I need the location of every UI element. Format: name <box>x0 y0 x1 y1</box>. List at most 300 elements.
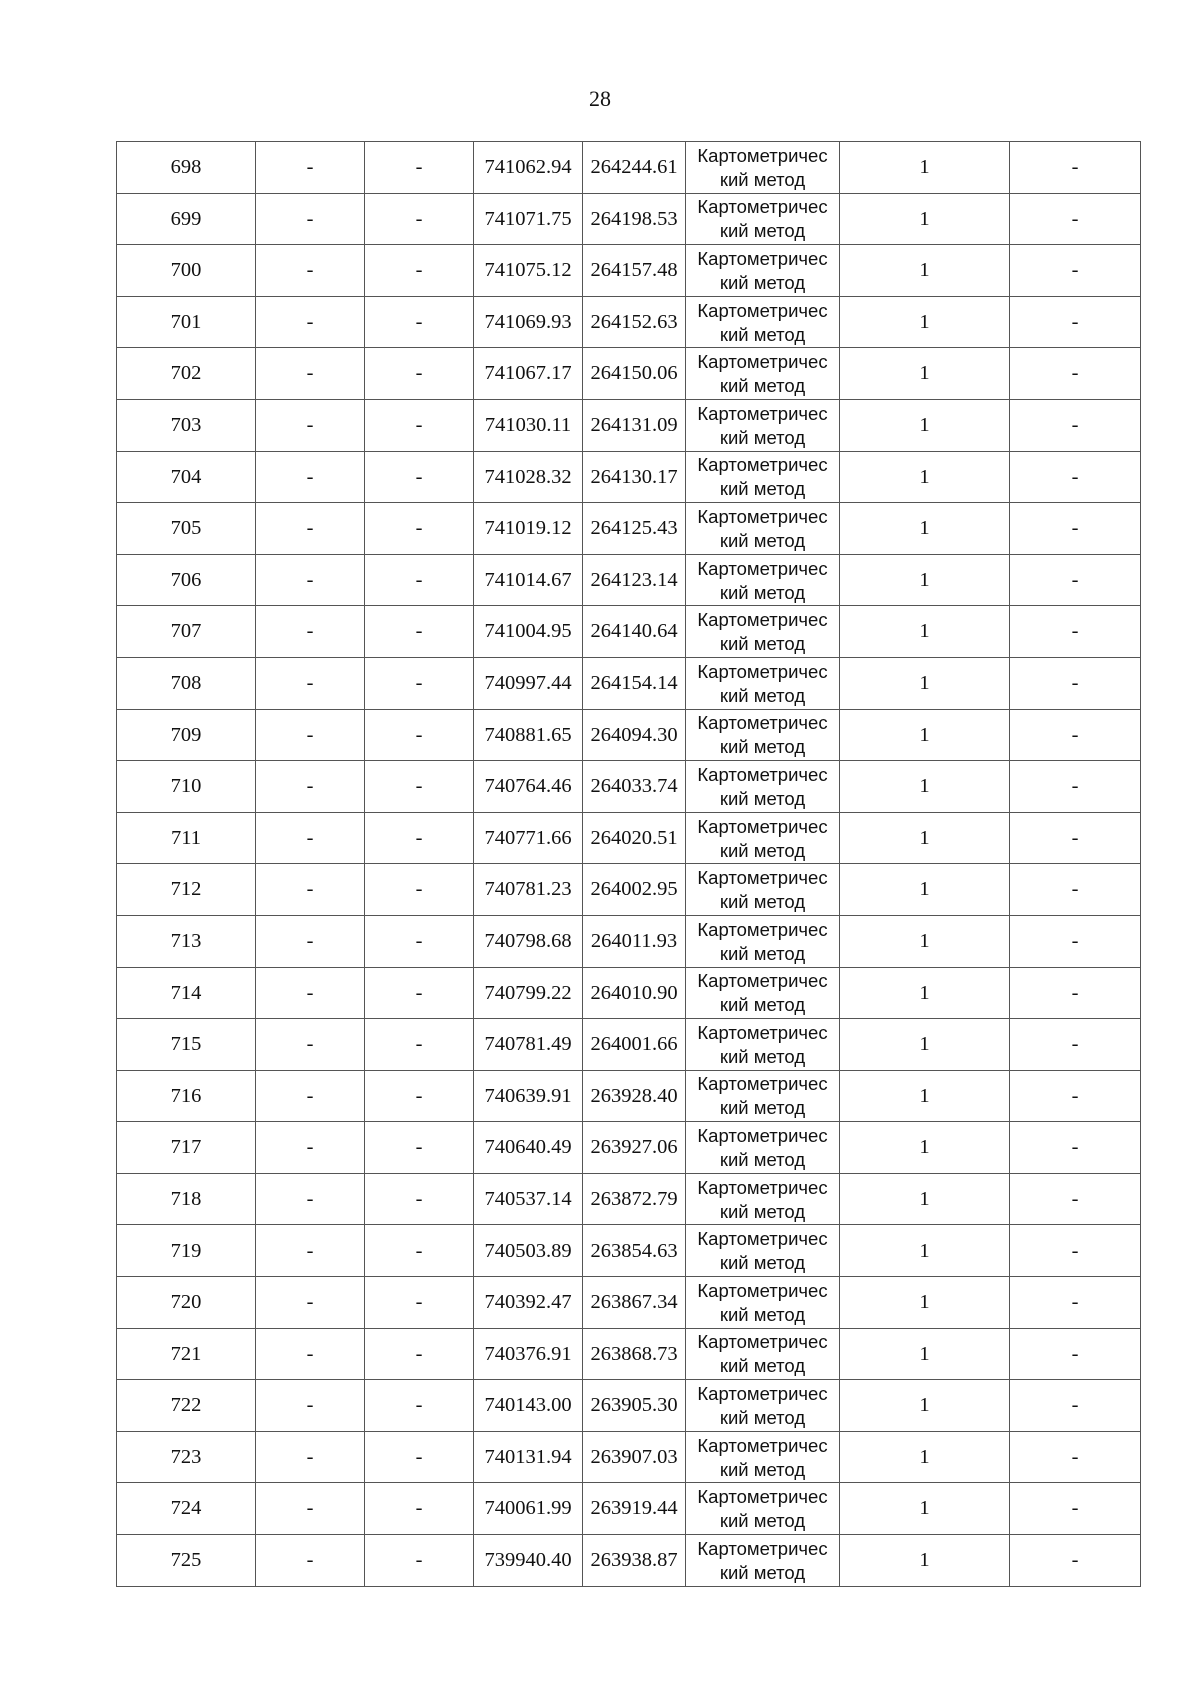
column-3-cell: - <box>365 1535 474 1587</box>
x-coordinate-cell: 740997.44 <box>474 657 583 709</box>
method-text-line-2: кий метод <box>719 375 806 397</box>
x-coordinate-cell: 740131.94 <box>474 1431 583 1483</box>
y-coordinate-cell: 263872.79 <box>583 1173 686 1225</box>
method-text-line-2: кий метод <box>719 787 806 809</box>
y-coordinate-cell: 264123.14 <box>583 554 686 606</box>
accuracy-cell: 1 <box>840 193 1010 245</box>
y-coordinate-cell: 264244.61 <box>583 142 686 194</box>
x-coordinate-cell: 740061.99 <box>474 1483 583 1535</box>
table-row <box>117 606 1141 658</box>
y-coordinate-cell: 263854.63 <box>583 1225 686 1277</box>
accuracy-cell: 1 <box>840 709 1010 761</box>
method-text-line-1: Картометричес <box>697 1021 828 1043</box>
point-number-cell: 725 <box>117 1535 256 1587</box>
table-row <box>117 142 1141 194</box>
method-text-line-2: кий метод <box>719 1045 806 1067</box>
method-text-line-2: кий метод <box>719 736 806 758</box>
method-text-line-2: кий метод <box>719 1303 806 1325</box>
column-8-cell: - <box>1010 1535 1141 1587</box>
method-text-line-2: кий метод <box>719 529 806 551</box>
column-8-cell: - <box>1010 967 1141 1019</box>
method-text-line-2: кий метод <box>719 323 806 345</box>
table-row <box>117 503 1141 555</box>
column-2-cell: - <box>256 709 365 761</box>
point-number-cell: 723 <box>117 1431 256 1483</box>
column-2-cell: - <box>256 245 365 297</box>
column-3-cell: - <box>365 1173 474 1225</box>
point-number-cell: 702 <box>117 348 256 400</box>
accuracy-cell: 1 <box>840 296 1010 348</box>
column-2-cell: - <box>256 1535 365 1587</box>
y-coordinate-cell: 263907.03 <box>583 1431 686 1483</box>
method-text-line-1: Картометричес <box>697 1073 828 1095</box>
method-text-line-1: Картометричес <box>697 918 828 940</box>
method-text-line-1: Картометричес <box>697 1486 828 1508</box>
method-cell <box>686 245 840 297</box>
column-8-cell: - <box>1010 915 1141 967</box>
column-2-cell: - <box>256 451 365 503</box>
method-text-line-2: кий метод <box>719 426 806 448</box>
table-row <box>117 193 1141 245</box>
x-coordinate-cell: 741014.67 <box>474 554 583 606</box>
table-row <box>117 1019 1141 1071</box>
coordinates-table <box>116 141 1141 1587</box>
table-row <box>117 399 1141 451</box>
method-cell <box>686 399 840 451</box>
accuracy-cell: 1 <box>840 657 1010 709</box>
column-8-cell: - <box>1010 245 1141 297</box>
column-8-cell: - <box>1010 348 1141 400</box>
accuracy-cell: 1 <box>840 348 1010 400</box>
accuracy-cell: 1 <box>840 1483 1010 1535</box>
column-2-cell: - <box>256 657 365 709</box>
table-row <box>117 1225 1141 1277</box>
point-number-cell: 707 <box>117 606 256 658</box>
method-cell <box>686 761 840 813</box>
column-3-cell: - <box>365 296 474 348</box>
column-8-cell: - <box>1010 1173 1141 1225</box>
method-cell <box>686 451 840 503</box>
column-8-cell: - <box>1010 451 1141 503</box>
method-text-line-2: кий метод <box>719 1200 806 1222</box>
method-text-line-2: кий метод <box>719 684 806 706</box>
x-coordinate-cell: 740376.91 <box>474 1328 583 1380</box>
accuracy-cell: 1 <box>840 761 1010 813</box>
column-3-cell: - <box>365 967 474 1019</box>
column-3-cell: - <box>365 1277 474 1329</box>
x-coordinate-cell: 741019.12 <box>474 503 583 555</box>
point-number-cell: 714 <box>117 967 256 1019</box>
point-number-cell: 705 <box>117 503 256 555</box>
method-cell <box>686 812 840 864</box>
y-coordinate-cell: 264157.48 <box>583 245 686 297</box>
point-number-cell: 719 <box>117 1225 256 1277</box>
x-coordinate-cell: 741075.12 <box>474 245 583 297</box>
accuracy-cell: 1 <box>840 451 1010 503</box>
column-8-cell: - <box>1010 554 1141 606</box>
column-3-cell: - <box>365 1483 474 1535</box>
column-3-cell: - <box>365 1380 474 1432</box>
method-text-line-2: кий метод <box>719 839 806 861</box>
column-2-cell: - <box>256 348 365 400</box>
method-cell <box>686 1122 840 1174</box>
method-text-line-2: кий метод <box>719 633 806 655</box>
method-text-line-2: кий метод <box>719 891 806 913</box>
column-2-cell: - <box>256 296 365 348</box>
accuracy-cell: 1 <box>840 1380 1010 1432</box>
method-text-line-2: кий метод <box>719 1458 806 1480</box>
column-3-cell: - <box>365 1328 474 1380</box>
accuracy-cell: 1 <box>840 1225 1010 1277</box>
column-8-cell: - <box>1010 1122 1141 1174</box>
column-8-cell: - <box>1010 296 1141 348</box>
method-text-line-2: кий метод <box>719 581 806 603</box>
method-text-line-1: Картометричес <box>697 402 828 424</box>
method-text-line-1: Картометричес <box>697 144 828 166</box>
point-number-cell: 724 <box>117 1483 256 1535</box>
x-coordinate-cell: 741028.32 <box>474 451 583 503</box>
y-coordinate-cell: 264002.95 <box>583 864 686 916</box>
y-coordinate-cell: 263905.30 <box>583 1380 686 1432</box>
point-number-cell: 704 <box>117 451 256 503</box>
column-8-cell: - <box>1010 812 1141 864</box>
column-2-cell: - <box>256 1431 365 1483</box>
x-coordinate-cell: 741004.95 <box>474 606 583 658</box>
column-3-cell: - <box>365 657 474 709</box>
column-2-cell: - <box>256 1019 365 1071</box>
method-text-line-1: Картометричес <box>697 1434 828 1456</box>
point-number-cell: 717 <box>117 1122 256 1174</box>
x-coordinate-cell: 741030.11 <box>474 399 583 451</box>
method-text-line-1: Картометричес <box>697 557 828 579</box>
y-coordinate-cell: 264011.93 <box>583 915 686 967</box>
method-text-line-1: Картометричес <box>697 1279 828 1301</box>
method-cell <box>686 1225 840 1277</box>
x-coordinate-cell: 740143.00 <box>474 1380 583 1432</box>
method-text-line-1: Картометричес <box>697 815 828 837</box>
y-coordinate-cell: 263928.40 <box>583 1070 686 1122</box>
method-text-line-2: кий метод <box>719 1510 806 1532</box>
column-2-cell: - <box>256 1328 365 1380</box>
method-cell <box>686 915 840 967</box>
method-text-line-2: кий метод <box>719 220 806 242</box>
y-coordinate-cell: 263938.87 <box>583 1535 686 1587</box>
method-text-line-1: Картометричес <box>697 196 828 218</box>
column-2-cell: - <box>256 606 365 658</box>
table-row <box>117 1122 1141 1174</box>
table-row <box>117 1277 1141 1329</box>
x-coordinate-cell: 740537.14 <box>474 1173 583 1225</box>
accuracy-cell: 1 <box>840 1173 1010 1225</box>
column-3-cell: - <box>365 554 474 606</box>
column-2-cell: - <box>256 399 365 451</box>
method-text-line-2: кий метод <box>719 271 806 293</box>
y-coordinate-cell: 264198.53 <box>583 193 686 245</box>
point-number-cell: 715 <box>117 1019 256 1071</box>
method-text-line-1: Картометричес <box>697 712 828 734</box>
method-text-line-1: Картометричес <box>697 351 828 373</box>
table-row <box>117 864 1141 916</box>
point-number-cell: 711 <box>117 812 256 864</box>
point-number-cell: 700 <box>117 245 256 297</box>
y-coordinate-cell: 264150.06 <box>583 348 686 400</box>
method-cell <box>686 1173 840 1225</box>
table-row <box>117 296 1141 348</box>
point-number-cell: 713 <box>117 915 256 967</box>
point-number-cell: 716 <box>117 1070 256 1122</box>
column-8-cell: - <box>1010 1328 1141 1380</box>
y-coordinate-cell: 264131.09 <box>583 399 686 451</box>
method-text-line-2: кий метод <box>719 1149 806 1171</box>
accuracy-cell: 1 <box>840 812 1010 864</box>
table-row <box>117 1070 1141 1122</box>
method-text-line-1: Картометричес <box>697 1125 828 1147</box>
accuracy-cell: 1 <box>840 503 1010 555</box>
accuracy-cell: 1 <box>840 245 1010 297</box>
column-8-cell: - <box>1010 399 1141 451</box>
method-text-line-1: Картометричес <box>697 505 828 527</box>
method-text-line-2: кий метод <box>719 1097 806 1119</box>
point-number-cell: 709 <box>117 709 256 761</box>
column-8-cell: - <box>1010 193 1141 245</box>
column-8-cell: - <box>1010 1070 1141 1122</box>
method-cell <box>686 142 840 194</box>
column-3-cell: - <box>365 864 474 916</box>
column-3-cell: - <box>365 761 474 813</box>
method-text-line-1: Картометричес <box>697 454 828 476</box>
accuracy-cell: 1 <box>840 554 1010 606</box>
method-text-line-2: кий метод <box>719 1561 806 1583</box>
column-3-cell: - <box>365 399 474 451</box>
accuracy-cell: 1 <box>840 864 1010 916</box>
x-coordinate-cell: 740798.68 <box>474 915 583 967</box>
accuracy-cell: 1 <box>840 399 1010 451</box>
method-cell <box>686 554 840 606</box>
column-3-cell: - <box>365 503 474 555</box>
method-text-line-1: Картометричес <box>697 247 828 269</box>
x-coordinate-cell: 740881.65 <box>474 709 583 761</box>
y-coordinate-cell: 264001.66 <box>583 1019 686 1071</box>
column-2-cell: - <box>256 1070 365 1122</box>
x-coordinate-cell: 741067.17 <box>474 348 583 400</box>
table-row <box>117 812 1141 864</box>
point-number-cell: 712 <box>117 864 256 916</box>
column-2-cell: - <box>256 554 365 606</box>
method-text-line-1: Картометричес <box>697 1228 828 1250</box>
point-number-cell: 706 <box>117 554 256 606</box>
column-2-cell: - <box>256 193 365 245</box>
point-number-cell: 698 <box>117 142 256 194</box>
column-8-cell: - <box>1010 864 1141 916</box>
method-cell <box>686 1535 840 1587</box>
column-2-cell: - <box>256 1173 365 1225</box>
column-8-cell: - <box>1010 1483 1141 1535</box>
method-text-line-2: кий метод <box>719 942 806 964</box>
column-2-cell: - <box>256 761 365 813</box>
column-3-cell: - <box>365 1122 474 1174</box>
column-3-cell: - <box>365 245 474 297</box>
x-coordinate-cell: 739940.40 <box>474 1535 583 1587</box>
column-3-cell: - <box>365 348 474 400</box>
accuracy-cell: 1 <box>840 1535 1010 1587</box>
method-text-line-2: кий метод <box>719 478 806 500</box>
column-8-cell: - <box>1010 503 1141 555</box>
method-text-line-2: кий метод <box>719 1252 806 1274</box>
column-8-cell: - <box>1010 1380 1141 1432</box>
column-2-cell: - <box>256 812 365 864</box>
x-coordinate-cell: 740799.22 <box>474 967 583 1019</box>
accuracy-cell: 1 <box>840 142 1010 194</box>
table-row <box>117 657 1141 709</box>
method-cell <box>686 1070 840 1122</box>
table-body <box>117 142 1141 1587</box>
x-coordinate-cell: 740503.89 <box>474 1225 583 1277</box>
column-3-cell: - <box>365 915 474 967</box>
method-text-line-1: Картометричес <box>697 609 828 631</box>
column-3-cell: - <box>365 451 474 503</box>
method-text-line-1: Картометричес <box>697 1176 828 1198</box>
column-3-cell: - <box>365 606 474 658</box>
method-cell <box>686 657 840 709</box>
method-cell <box>686 1380 840 1432</box>
point-number-cell: 701 <box>117 296 256 348</box>
point-number-cell: 699 <box>117 193 256 245</box>
column-2-cell: - <box>256 864 365 916</box>
table-row <box>117 348 1141 400</box>
column-8-cell: - <box>1010 709 1141 761</box>
y-coordinate-cell: 264010.90 <box>583 967 686 1019</box>
table-row <box>117 967 1141 1019</box>
column-2-cell: - <box>256 503 365 555</box>
table-row <box>117 1431 1141 1483</box>
point-number-cell: 710 <box>117 761 256 813</box>
method-text-line-1: Картометричес <box>697 1331 828 1353</box>
column-3-cell: - <box>365 1070 474 1122</box>
table-row <box>117 245 1141 297</box>
method-cell <box>686 1483 840 1535</box>
method-text-line-2: кий метод <box>719 1407 806 1429</box>
y-coordinate-cell: 264140.64 <box>583 606 686 658</box>
method-cell <box>686 1328 840 1380</box>
method-cell <box>686 296 840 348</box>
column-8-cell: - <box>1010 1225 1141 1277</box>
table-row <box>117 1328 1141 1380</box>
x-coordinate-cell: 741069.93 <box>474 296 583 348</box>
y-coordinate-cell: 264130.17 <box>583 451 686 503</box>
column-2-cell: - <box>256 1225 365 1277</box>
column-2-cell: - <box>256 1122 365 1174</box>
column-8-cell: - <box>1010 1277 1141 1329</box>
point-number-cell: 718 <box>117 1173 256 1225</box>
table-row <box>117 1535 1141 1587</box>
x-coordinate-cell: 740771.66 <box>474 812 583 864</box>
column-8-cell: - <box>1010 657 1141 709</box>
table-row <box>117 709 1141 761</box>
y-coordinate-cell: 263927.06 <box>583 1122 686 1174</box>
table-row <box>117 451 1141 503</box>
column-3-cell: - <box>365 193 474 245</box>
method-text-line-1: Картометричес <box>697 763 828 785</box>
accuracy-cell: 1 <box>840 915 1010 967</box>
method-cell <box>686 503 840 555</box>
method-cell <box>686 1277 840 1329</box>
method-text-line-1: Картометричес <box>697 970 828 992</box>
y-coordinate-cell: 263919.44 <box>583 1483 686 1535</box>
method-cell <box>686 606 840 658</box>
x-coordinate-cell: 741062.94 <box>474 142 583 194</box>
table-row <box>117 1380 1141 1432</box>
point-number-cell: 708 <box>117 657 256 709</box>
table-row <box>117 1173 1141 1225</box>
accuracy-cell: 1 <box>840 1277 1010 1329</box>
accuracy-cell: 1 <box>840 967 1010 1019</box>
table-row <box>117 761 1141 813</box>
page-number: 28 <box>589 86 611 111</box>
column-2-cell: - <box>256 1277 365 1329</box>
column-8-cell: - <box>1010 1431 1141 1483</box>
method-text-line-2: кий метод <box>719 168 806 190</box>
x-coordinate-cell: 740640.49 <box>474 1122 583 1174</box>
column-3-cell: - <box>365 1431 474 1483</box>
x-coordinate-cell: 740639.91 <box>474 1070 583 1122</box>
method-text-line-1: Картометричес <box>697 867 828 889</box>
y-coordinate-cell: 264094.30 <box>583 709 686 761</box>
column-2-cell: - <box>256 915 365 967</box>
method-text-line-1: Картометричес <box>697 1537 828 1559</box>
column-3-cell: - <box>365 142 474 194</box>
method-text-line-2: кий метод <box>719 994 806 1016</box>
method-text-line-1: Картометричес <box>697 1383 828 1405</box>
x-coordinate-cell: 740764.46 <box>474 761 583 813</box>
column-3-cell: - <box>365 1019 474 1071</box>
accuracy-cell: 1 <box>840 1122 1010 1174</box>
y-coordinate-cell: 264020.51 <box>583 812 686 864</box>
method-cell <box>686 709 840 761</box>
accuracy-cell: 1 <box>840 606 1010 658</box>
accuracy-cell: 1 <box>840 1328 1010 1380</box>
table-row <box>117 915 1141 967</box>
method-text-line-2: кий метод <box>719 1355 806 1377</box>
method-cell <box>686 1019 840 1071</box>
point-number-cell: 721 <box>117 1328 256 1380</box>
y-coordinate-cell: 264033.74 <box>583 761 686 813</box>
point-number-cell: 703 <box>117 399 256 451</box>
column-2-cell: - <box>256 1380 365 1432</box>
method-text-line-1: Картометричес <box>697 299 828 321</box>
column-3-cell: - <box>365 1225 474 1277</box>
y-coordinate-cell: 264152.63 <box>583 296 686 348</box>
y-coordinate-cell: 264125.43 <box>583 503 686 555</box>
y-coordinate-cell: 263867.34 <box>583 1277 686 1329</box>
method-cell <box>686 967 840 1019</box>
method-cell <box>686 348 840 400</box>
method-cell <box>686 1431 840 1483</box>
x-coordinate-cell: 741071.75 <box>474 193 583 245</box>
column-8-cell: - <box>1010 606 1141 658</box>
point-number-cell: 722 <box>117 1380 256 1432</box>
column-3-cell: - <box>365 709 474 761</box>
point-number-cell: 720 <box>117 1277 256 1329</box>
x-coordinate-cell: 740392.47 <box>474 1277 583 1329</box>
x-coordinate-cell: 740781.23 <box>474 864 583 916</box>
column-2-cell: - <box>256 967 365 1019</box>
column-8-cell: - <box>1010 142 1141 194</box>
table-row <box>117 554 1141 606</box>
method-cell <box>686 193 840 245</box>
column-2-cell: - <box>256 142 365 194</box>
method-text-line-1: Картометричес <box>697 660 828 682</box>
y-coordinate-cell: 264154.14 <box>583 657 686 709</box>
